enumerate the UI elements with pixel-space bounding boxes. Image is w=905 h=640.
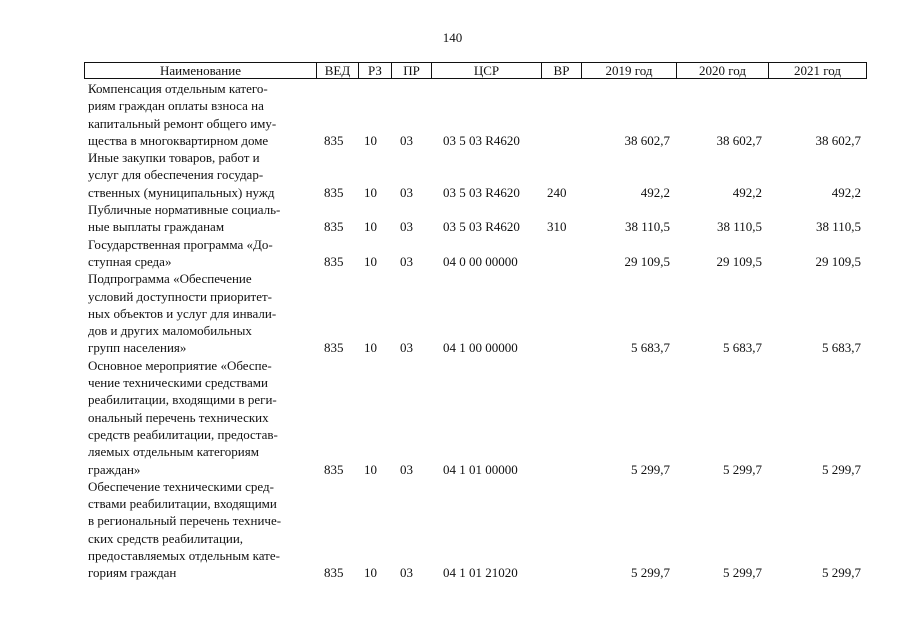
cell-2021: 38 602,7 bbox=[815, 132, 861, 148]
column-header-csr: ЦСР bbox=[432, 63, 542, 78]
cell-2019: 5 299,7 bbox=[631, 461, 670, 477]
name-line: ственных (муниципальных) нужд bbox=[88, 184, 275, 200]
column-header-2021: 2021 год bbox=[794, 63, 841, 78]
cell-ved: 835 bbox=[324, 253, 344, 269]
cell-2019: 38 110,5 bbox=[624, 219, 670, 235]
name-line: ствами реабилитации, входящими bbox=[88, 496, 277, 512]
name-line: ные выплаты гражданам bbox=[88, 219, 225, 235]
cell-pr: 03 bbox=[400, 565, 413, 581]
table-row bbox=[84, 478, 867, 582]
cell-ved: 835 bbox=[324, 219, 344, 235]
cell-csr: 04 0 00 00000 bbox=[443, 253, 518, 269]
name-line: условий доступности приоритет- bbox=[88, 288, 273, 304]
cell-name bbox=[84, 149, 316, 201]
column-header-2020: 2020 год bbox=[677, 63, 769, 78]
cell-name bbox=[84, 357, 316, 478]
name-line: средств реабилитации, предостав- bbox=[88, 426, 278, 442]
cell-csr: 03 5 03 R4620 bbox=[443, 132, 520, 148]
cell-2021: 5 299,7 bbox=[822, 565, 861, 581]
cell-csr: 04 1 01 00000 bbox=[443, 461, 518, 477]
name-line: реабилитации, входящими в реги- bbox=[88, 392, 277, 408]
name-line: гориям граждан bbox=[88, 565, 177, 581]
cell-ved: 835 bbox=[324, 340, 344, 356]
cell-2019: 5 683,7 bbox=[631, 340, 670, 356]
name-line: ональный перечень технических bbox=[88, 409, 269, 425]
name-line: предоставляемых отдельным кате- bbox=[88, 548, 280, 564]
name-line: дов и других маломобильных bbox=[88, 323, 252, 339]
column-header-2019: 2019 год bbox=[582, 63, 677, 78]
cell-rz: 10 bbox=[364, 184, 377, 200]
cell-ved: 835 bbox=[324, 132, 344, 148]
cell-2021: 38 110,5 bbox=[815, 219, 861, 235]
cell-pr: 03 bbox=[400, 219, 413, 235]
cell-ved: 835 bbox=[324, 461, 344, 477]
name-line: ных объектов и услуг для инвали- bbox=[88, 305, 277, 321]
column-header-rz: РЗ bbox=[359, 63, 392, 78]
cell-ved: 835 bbox=[324, 184, 344, 200]
name-line: щества в многоквартирном доме bbox=[88, 132, 269, 148]
cell-2020: 492,2 bbox=[732, 184, 762, 200]
table-row bbox=[84, 236, 867, 271]
table-header bbox=[84, 62, 867, 79]
cell-2019: 492,2 bbox=[640, 184, 670, 200]
cell-pr: 03 bbox=[400, 132, 413, 148]
cell-2021: 5 299,7 bbox=[822, 461, 861, 477]
cell-2021: 29 109,5 bbox=[815, 253, 861, 269]
cell-2019: 5 299,7 bbox=[631, 565, 670, 581]
cell-csr: 04 1 01 21020 bbox=[443, 565, 518, 581]
cell-rz: 10 bbox=[364, 565, 377, 581]
name-line: ступная среда» bbox=[88, 253, 172, 269]
cell-2020: 5 299,7 bbox=[723, 461, 762, 477]
column-header-ved: ВЕД bbox=[317, 63, 359, 78]
name-line: чение техническими средствами bbox=[88, 375, 268, 391]
cell-rz: 10 bbox=[364, 461, 377, 477]
table-body bbox=[84, 80, 867, 582]
name-line: Подпрограмма «Обеспечение bbox=[88, 271, 252, 287]
name-line: риям граждан оплаты взноса на bbox=[88, 98, 264, 114]
table-row bbox=[84, 149, 867, 201]
name-line: капитальный ремонт общего иму- bbox=[88, 115, 277, 131]
name-line: ских средств реабилитации, bbox=[88, 530, 244, 546]
cell-2019: 38 602,7 bbox=[624, 132, 670, 148]
cell-name bbox=[84, 478, 316, 582]
cell-vr: 310 bbox=[547, 219, 567, 235]
cell-name bbox=[84, 201, 316, 236]
name-line: Обеспечение техническими сред- bbox=[88, 478, 274, 494]
cell-csr: 03 5 03 R4620 bbox=[443, 184, 520, 200]
cell-rz: 10 bbox=[364, 219, 377, 235]
cell-pr: 03 bbox=[400, 340, 413, 356]
table-row bbox=[84, 357, 867, 478]
cell-2021: 5 683,7 bbox=[822, 340, 861, 356]
name-line: в региональный перечень техниче- bbox=[88, 513, 282, 529]
name-line: Публичные нормативные социаль- bbox=[88, 202, 281, 218]
name-line: граждан» bbox=[88, 461, 141, 477]
name-line: Основное мероприятие «Обеспе- bbox=[88, 357, 272, 373]
column-header-name: Наименование bbox=[85, 63, 317, 78]
cell-name bbox=[84, 80, 316, 149]
name-line: Компенсация отдельным катего- bbox=[88, 81, 268, 96]
cell-2020: 38 602,7 bbox=[716, 132, 762, 148]
column-header-vr: ВР bbox=[542, 63, 582, 78]
cell-2019: 29 109,5 bbox=[624, 253, 670, 269]
table-row bbox=[84, 80, 867, 149]
name-line: услуг для обеспечения государ- bbox=[88, 167, 264, 183]
cell-rz: 10 bbox=[364, 253, 377, 269]
cell-pr: 03 bbox=[400, 461, 413, 477]
cell-2020: 38 110,5 bbox=[716, 219, 762, 235]
cell-rz: 10 bbox=[364, 132, 377, 148]
name-line: ляемых отдельным категориям bbox=[88, 444, 259, 460]
table-row bbox=[84, 201, 867, 236]
column-header-pr: ПР bbox=[392, 63, 432, 78]
cell-pr: 03 bbox=[400, 184, 413, 200]
page-number: 140 bbox=[442, 30, 463, 45]
cell-2020: 5 683,7 bbox=[723, 340, 762, 356]
cell-vr: 240 bbox=[547, 184, 567, 200]
cell-name bbox=[84, 270, 316, 356]
table-row bbox=[84, 270, 867, 356]
cell-ved: 835 bbox=[324, 565, 344, 581]
cell-2020: 29 109,5 bbox=[716, 253, 762, 269]
cell-2021: 492,2 bbox=[831, 184, 861, 200]
cell-name bbox=[84, 236, 316, 271]
name-line: Государственная программа «До- bbox=[88, 236, 273, 252]
cell-2020: 5 299,7 bbox=[723, 565, 762, 581]
name-line: Иные закупки товаров, работ и bbox=[88, 150, 260, 166]
cell-csr: 04 1 00 00000 bbox=[443, 340, 518, 356]
name-line: групп населения» bbox=[88, 340, 187, 356]
cell-pr: 03 bbox=[400, 253, 413, 269]
cell-csr: 03 5 03 R4620 bbox=[443, 219, 520, 235]
cell-rz: 10 bbox=[364, 340, 377, 356]
